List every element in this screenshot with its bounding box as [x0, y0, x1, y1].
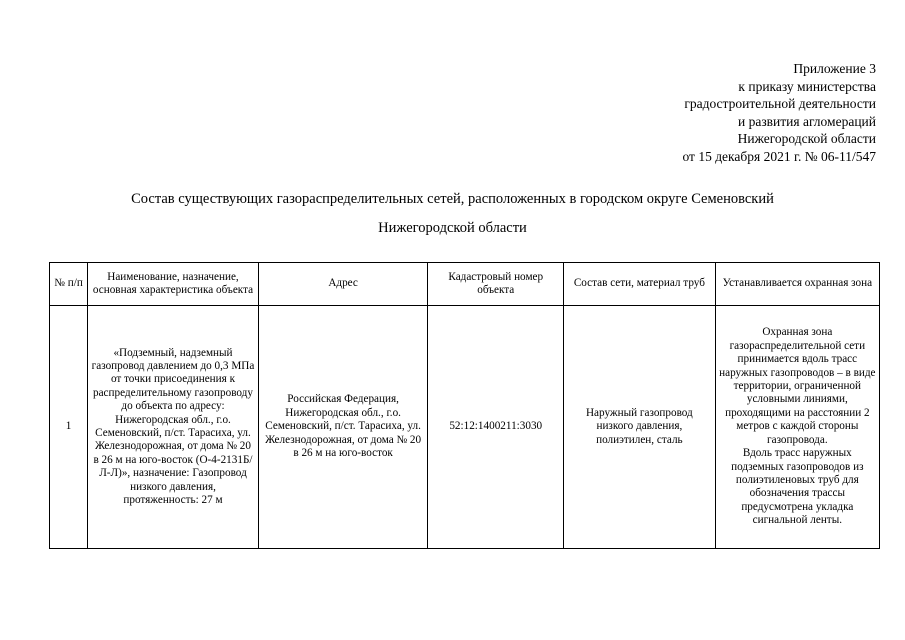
document-title-line2: Нижегородской области	[378, 220, 527, 236]
header-protection-zone: Устанавливается охранная зона	[715, 263, 879, 306]
cell-name: «Подземный, надземный газопровод давлением до 0,3 МПа от точки присоединения к распределительному газопроводу до объекта по адресу: Нижегородская обл., г.о. Семеновский, п/ст. Тарасиха, ул. Железнодорожная, от дома № 20 в 26 м на юго-восток (О-4-2131Б/Л-Л)», назначение: Газопровод низкого давления, протяженность: 27 м	[88, 306, 259, 549]
appendix-line: градостроительной деятельности	[684, 96, 876, 111]
table-row	[50, 306, 880, 549]
header-number: № п/п	[50, 263, 88, 306]
appendix-line: к приказу министерства	[738, 78, 876, 94]
appendix-line: Приложение 3	[793, 61, 876, 76]
appendix-line: от 15 декабря 2021 г. № 06-11/547	[682, 148, 876, 164]
gas-networks-table	[49, 262, 880, 549]
header-composition: Состав сети, материал труб	[564, 263, 716, 306]
zone-text-part1: Охранная зона газораспределительной сети принимается вдоль трасс наружных газопроводов – в виде территории, ограниченной условными линиями, проходящими на расстоянии 2 метров с каждой стороны газопровода.	[719, 326, 876, 446]
header-name: Наименование, назначение, основная характеристика объекта	[88, 263, 259, 306]
cell-cadastral: 52:12:1400211:3030	[428, 306, 564, 549]
zone-text-part2: Вдоль трасс наружных подземных газопроводов из полиэтиленовых труб для обозначения трассы предусмотрена укладка сигнальной ленты.	[731, 447, 864, 527]
document-title-line1: Состав существующих газораспределительных сетей, расположенных в городском округе Семеновский	[131, 191, 774, 207]
table-header-row	[50, 263, 880, 306]
appendix-block	[682, 60, 876, 165]
appendix-line: Нижегородской области	[737, 131, 876, 146]
cell-number: 1	[50, 306, 88, 549]
cell-address: Российская Федерация, Нижегородская обл., г.о. Семеновский, п/ст. Тарасиха, ул. Железнодорожная, от дома № 20 в 26 м на юго-восток	[258, 306, 428, 549]
cell-protection-zone	[715, 306, 879, 549]
header-cadastral: Кадастровый номер объекта	[428, 263, 564, 306]
appendix-line: и развития агломераций	[737, 113, 876, 129]
cell-composition: Наружный газопровод низкого давления, полиэтилен, сталь	[564, 306, 716, 549]
header-address: Адрес	[258, 263, 428, 306]
